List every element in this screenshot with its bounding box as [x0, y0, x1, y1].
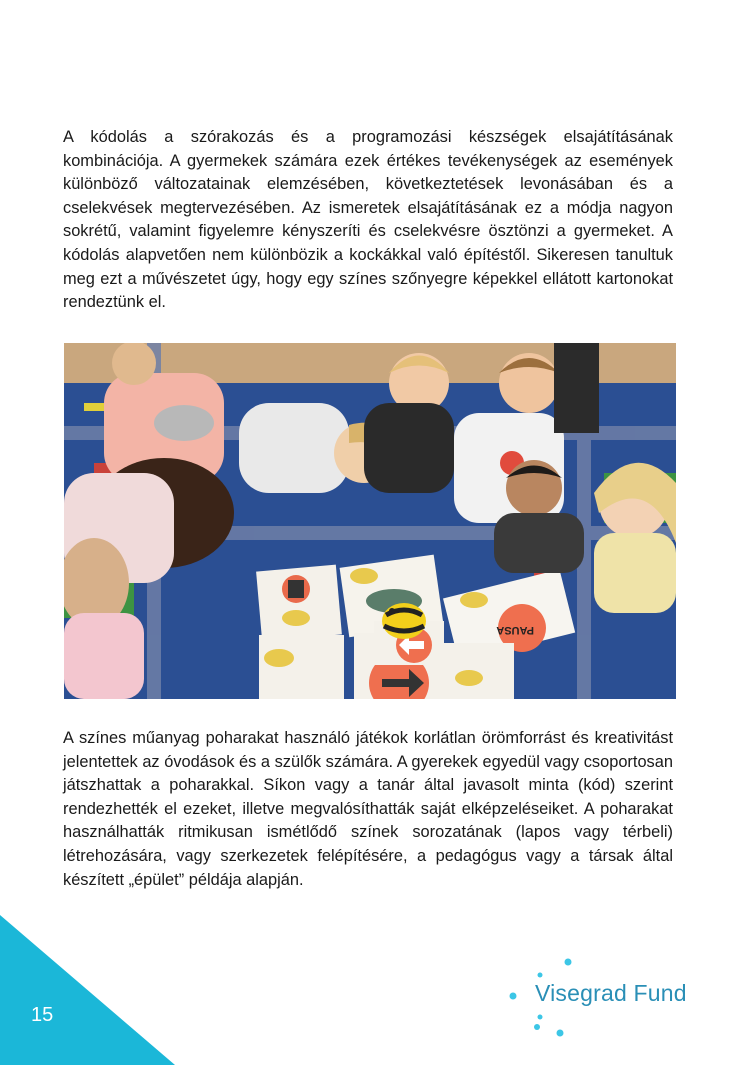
page-number: 15: [31, 1004, 54, 1026]
children-coding-photo: [64, 343, 676, 699]
cups-paragraph: A színes műanyag poharakat használó játékok korlátlan örömforrást és kreativitást jelentettek az óvodások és a szülők számára. A gyerekek egyedül vagy csoportosan játszhattak a poharakkal. Síkon vagy a tanár által javasolt minta (kód) szerint rendezhették el ezeket, illetve megvalósíthatták saját elképzeléseiket. A poharakat használhatták ritmikusan ismétlődő színek sorozatának (lapos vagy térbeli) létrehozására, vagy szerkezetek felépítésére, a pedagógus vagy a társak által készített „épület” példája alapján.: [63, 729, 673, 889]
intro-paragraph: A kódolás a szórakozás és a programozási készségek elsajátításának kombinációja. A gyermekek számára ezek értékes tevékenységek az események különböző változatainak elemzésében, következtetések levonásában és a cselekvések megtervezésében. Az ismeretek elsajátításának ez a módja nagyon sokrétű, valamint figyelemre kényszeríti és cselekvésre ösztönzi a gyermeket. A kódolás alapvetően nem különbözik a kockákkal való építéstől. Sikeresen tanultuk meg ezt a művészetet úgy, hogy egy színes szőnyegre képekkel ellátott kartonokat rendeztünk el.: [63, 128, 673, 312]
pausa-card-label: PAUSA: [496, 624, 534, 636]
corner-triangle: [0, 915, 175, 1065]
visegrad-fund-logo-text: Visegrad Fund: [535, 980, 687, 1006]
bee-bot-robot: [382, 603, 426, 639]
